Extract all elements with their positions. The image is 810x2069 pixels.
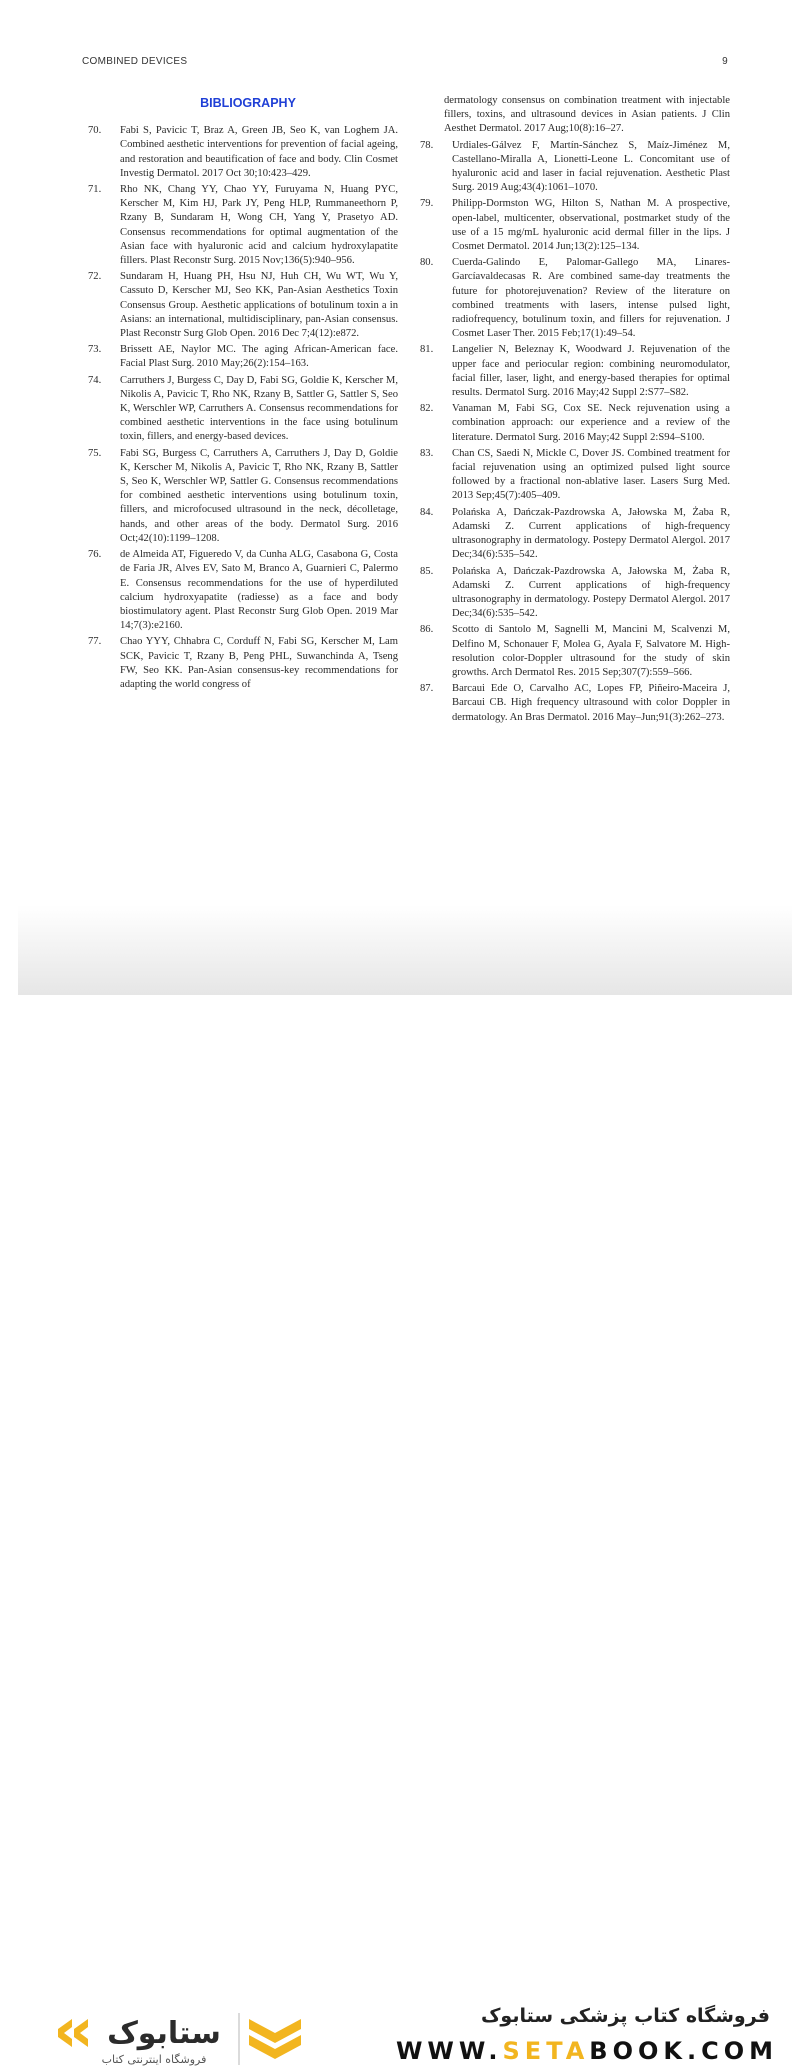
reference-text: Scotto di Santolo M, Sagnelli M, Mancini M, Scalvenzi M, Delfino M, Schonauer F, Molea G, Ayala F, Salvatore M. High-resolution color-Doppler ultrasound for the study of skin growths. Arch Dermatol Res. 2015 Sep;307(7):559–566.	[452, 624, 730, 678]
reference-text: Polańska A, Dańczak-Pazdrowska A, Jałowska M, Żaba R, Adamski Z. Current applications of high-frequency ultrasonography in dermatology. Postepy Dermatol Alergol. 2017 Dec;34(6):535–542.	[452, 506, 730, 561]
reference-77-continuation: dermatology consensus on combination treatment with injectable fillers, toxins, and ultrasound devices in Asian patients. J Clin Aesthet Dermatol. 2017 Aug;10(8):16–27.	[444, 95, 730, 135]
reference-text: Brissett AE, Naylor MC. The aging African-American face. Facial Plast Surg. 2010 May;26(2):154–163.	[120, 344, 398, 370]
reference-number: 79.	[420, 198, 434, 210]
reference-number: 81.	[420, 344, 434, 356]
reference-number: 87.	[420, 683, 434, 695]
bibliography-heading: BIBLIOGRAPHY	[200, 96, 296, 110]
reference-text: Vanaman M, Fabi SG, Cox SE. Neck rejuvenation using a combination approach: our experience and a review of the literature. Dermatol Surg. 2016 May;42 Suppl 2:S94–S100.	[452, 403, 730, 443]
reference-number: 83.	[420, 447, 434, 459]
reference-text: Rho NK, Chang YY, Chao YY, Furuyama N, Huang PYC, Kerscher M, Kim HJ, Park JY, Peng HLP, Rummaneethorn P, Rzany B, Sundaram H, Wong CH, Yang Y, Prasetyo AD. Consensus recommendations for optimal augmentation of the Asian face with hyaluronic acid and calcium hydroxylapatite fillers. Plast Reconstr Surg. 2015 Nov;136(5):940–956.	[120, 184, 398, 267]
reference-entry	[420, 139, 730, 196]
reference-text: Carruthers J, Burgess C, Day D, Fabi SG, Goldie K, Kerscher M, Nikolis A, Pavicic T, Rho NK, Rzany B, Sattler G, Sattler S, Seo K, Werschler WP, Carruthers A. Consensus recommendations for combined aesthetic interventions in the face using botulinum toxin, fillers, and energy-based devices.	[120, 374, 398, 443]
book-page	[0, 0, 810, 990]
reference-number: 75.	[88, 447, 102, 459]
running-head-title: COMBINED DEVICES	[82, 56, 188, 67]
reference-text: Philipp-Dormston WG, Hilton S, Nathan M. A prospective, open-label, multicenter, observational, postmarket study of the use of a 15 mg/mL hyaluronic acid dermal filler in the lips. J Cosmet Dermatol. 2014 Jun;13(2):125–134.	[452, 198, 730, 253]
reference-text: Sundaram H, Huang PH, Hsu NJ, Huh CH, Wu WT, Wu Y, Cassuto D, Kerscher MJ, Seo KK, Pan-Asian Aesthetics Toxin Consensus Group. Aesthetic applications of botulinum toxin a in Asians: an international, multidisciplinary, pan-Asian consensus. Plast Reconstr Surg Glob Open. 2016 Dec 7;4(12):e872.	[120, 271, 398, 340]
url-highlight: SETA	[502, 2037, 590, 2065]
reference-text: Chao YYY, Chhabra C, Corduff N, Fabi SG, Kerscher M, Lam SCK, Pavicic T, Rzany B, Peng PHL, Suwanchinda A, Tseng FW, Seo KK. Pan-Asian consensus-key recommendations for adapting the world congress of	[120, 636, 398, 690]
shop-title: فروشگاه کتاب پزشکی ستابوک	[480, 2005, 770, 2027]
reference-number: 85.	[420, 565, 434, 577]
reference-entry	[420, 197, 730, 254]
reference-text: Cuerda-Galindo E, Palomar-Gallego MA, Linares-Garcíavaldecasas R. Are combined same-day treatments the future for photorejuvenation? Review of the literature on combined treatments with lasers, intense pulsed light, radiofrequency, botulinum toxin, and fillers for rejuvenation. J Cosmet Laser Ther. 2015 Feb;17(1):49–54.	[452, 257, 730, 340]
logo-subtitle: فروشگاه اینترنتی کتاب	[101, 2053, 207, 2066]
right-reference-list	[420, 139, 730, 725]
reference-text: Chan CS, Saedi N, Mickle C, Dover JS. Combined treatment for facial rejuvenation using an optimized pulsed light source followed by a fractional non-ablative laser. Lasers Surg Med. 2013 Sep;45(7):405–409.	[452, 447, 730, 502]
reference-text: Langelier N, Beleznay K, Woodward J. Rejuvenation of the upper face and periocular region: combining neuromodulator, facial filler, laser, light, and energy-based therapies for optimal results. Dermatol Surg. 2016 May;42 Suppl 2:S77–S82.	[452, 344, 730, 399]
publisher-footer	[0, 995, 810, 2066]
reference-entry	[88, 447, 398, 546]
reference-number: 76.	[88, 549, 102, 561]
logo-wordmark: ستابوک	[107, 2016, 221, 2051]
reference-number: 74.	[88, 374, 102, 386]
reference-text: Urdiales-Gálvez F, Martín-Sánchez S, Maíz-Jiménez M, Castellano-Miralla A, Lionetti-Leone L. Concomitant use of hyaluronic acid and laser in facial rejuvenation. Aesthetic Plast Surg. 2019 Aug;43(4):1061–1070.	[452, 139, 730, 194]
right-column	[420, 94, 730, 727]
url-suffix: BOOK.COM	[589, 2037, 778, 2065]
reference-text: de Almeida AT, Figueredo V, da Cunha ALG, Casabona G, Costa de Faria JR, Alves EV, Sato M, Branco A, Guarnieri C, Palermo E. Consensus recommendations for the use of hyperdiluted calcium hydroxyapatite (radiesse) as a face and body biostimulatory agent. Plast Reconstr Surg Glob Open. 2019 Mar 14;7(3):e2160.	[120, 549, 398, 632]
reference-number: 73.	[88, 344, 102, 356]
reference-entry	[420, 343, 730, 400]
reference-number: 77.	[88, 636, 102, 648]
reference-number: 84.	[420, 506, 434, 518]
page-number: 9	[722, 56, 728, 67]
page-bottom-shadow	[18, 905, 792, 995]
reference-entry	[420, 256, 730, 341]
reference-number: 86.	[420, 624, 434, 636]
reference-number: 78.	[420, 139, 434, 151]
running-head	[82, 56, 728, 70]
book-chevron-icon	[235, 2009, 315, 2069]
reference-entry	[420, 447, 730, 504]
reference-number: 80.	[420, 257, 434, 269]
reference-entry	[88, 343, 398, 371]
shop-url[interactable]	[396, 2037, 778, 2065]
left-column	[88, 96, 398, 694]
reference-text: Fabi SG, Burgess C, Carruthers A, Carruthers J, Day D, Goldie K, Kerscher M, Nikolis A, Pavicic T, Rho NK, Rzany B, Sattler S, Seo K, Werschler WP, Sattler G. Consensus recommendations for combined aesthetic interventions using botulinum toxin, fillers, and microfocused ultrasound in the neck, décolletage, hands, and other areas of the body. Dermatol Surg. 2016 Oct;42(10):1199–1208.	[120, 447, 398, 544]
url-prefix: WWW.	[395, 2037, 503, 2065]
reference-entry	[420, 402, 730, 445]
left-reference-list	[88, 124, 398, 692]
reference-number: 72.	[88, 271, 102, 283]
reference-entry	[88, 183, 398, 268]
reference-entry	[420, 506, 730, 563]
reference-entry	[88, 635, 398, 692]
reference-number: 82.	[420, 403, 434, 415]
reference-entry	[88, 374, 398, 445]
reference-number: 70.	[88, 125, 102, 137]
reference-entry	[420, 565, 730, 622]
reference-entry	[420, 682, 730, 725]
reference-entry	[420, 623, 730, 680]
setabook-logo	[54, 2005, 229, 2067]
reference-text: Barcaui Ede O, Carvalho AC, Lopes FP, Piñeiro-Maceira J, Barcaui CB. High frequency ultrasound with color Doppler in dermatology. An Bras Dermatol. 2016 May–Jun;91(3):262–273.	[452, 683, 730, 723]
reference-text: Polańska A, Dańczak-Pazdrowska A, Jałowska M, Żaba R, Adamski Z. Current applications of high-frequency ultrasonography in dermatology. Postepy Dermatol Alergol. 2017 Dec;34(6):535–542.	[452, 565, 730, 620]
reference-entry	[88, 124, 398, 181]
reference-number: 71.	[88, 184, 102, 196]
reference-text: Fabi S, Pavicic T, Braz A, Green JB, Seo K, van Loghem JA. Combined aesthetic interventions for prevention of facial ageing, and restoration and beautification of face and body. Clin Cosmet Investig Dermatol. 2017 Oct 30;10:423–429.	[120, 125, 398, 179]
reference-entry	[88, 548, 398, 633]
reference-entry	[88, 270, 398, 341]
